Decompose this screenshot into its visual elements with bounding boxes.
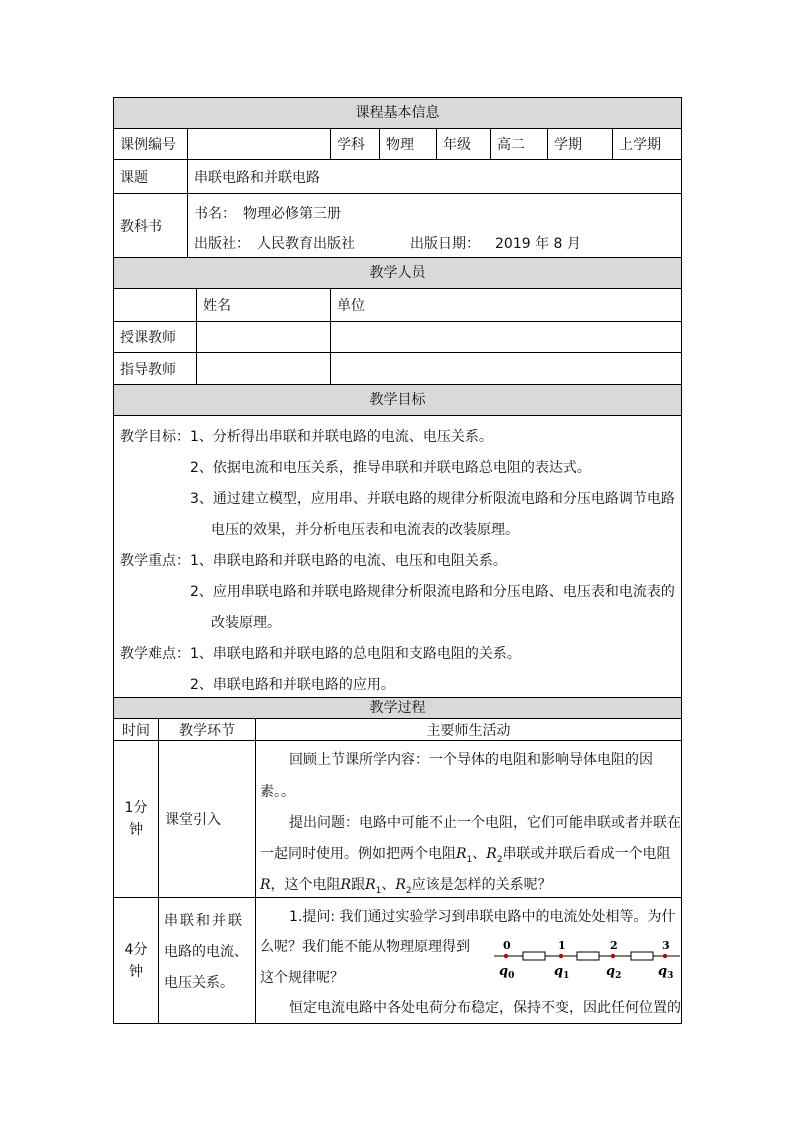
sub-1: 1 — [466, 854, 473, 865]
row2-p3: 恒定电流电路中各处电荷分布稳定，保持不变，因此任何位置的 — [289, 1000, 681, 1016]
grade-value: 高二 — [490, 129, 547, 159]
node-label-3: 3 — [662, 939, 670, 952]
book-name-label: 书名： — [194, 206, 236, 222]
goal-1: 1、分析得出串联和并联电路的电流、电压关系。 — [190, 429, 493, 445]
row1-p1b: 素。。 — [260, 784, 295, 800]
process-header — [113, 698, 682, 719]
key-2a: 2、应用串联电路和并联电路规律分析限流电路和分压电路、电压表和电流表的 — [190, 584, 675, 600]
node-label-2: 2 — [610, 939, 618, 952]
node-dot-0 — [504, 954, 508, 958]
publisher-label: 出版社： — [194, 236, 250, 252]
subject-value: 物理 — [379, 129, 436, 159]
row1-p2b-pre: 一起同时使用。例如把两个电阻 — [260, 846, 456, 862]
col-time: 时间 — [122, 722, 150, 739]
grade-label: 年级 — [436, 129, 490, 159]
objectives-title: 教学目标 — [369, 392, 426, 408]
process-row-2 — [113, 898, 682, 1024]
charge-sub-3: 3 — [667, 971, 674, 981]
topic-row — [113, 160, 682, 194]
charge-label-1 — [554, 964, 569, 981]
goal-3b: 电压的效果，并分析电压表和电流表的改装原理。 — [211, 522, 519, 538]
lecturer-row — [113, 322, 682, 353]
basic-info-header — [113, 97, 682, 129]
sym-r2-b: R — [395, 877, 406, 893]
row2-stage-b: 电路的电流、 — [164, 944, 248, 960]
row2-time-a: 4分 — [124, 941, 148, 958]
mentor-row — [113, 353, 682, 385]
charge-label-2 — [606, 964, 621, 981]
charge-q-1: q — [554, 964, 564, 979]
resistor-1 — [523, 952, 545, 960]
sym-r1-b: R — [365, 877, 376, 893]
process-row-1 — [113, 741, 682, 898]
lecturer-label: 授课教师 — [120, 330, 176, 346]
row1-p2c-post: 应该是怎样的关系呢？ — [411, 877, 552, 893]
resistor-2 — [577, 952, 599, 960]
staff-header — [113, 258, 682, 289]
difficulty-2: 2、串联电路和并联电路的应用。 — [190, 677, 395, 693]
row1-time-b: 钟 — [129, 822, 143, 838]
row1-stage: 课堂引入 — [158, 741, 255, 897]
charge-sub-0: 0 — [508, 971, 515, 981]
row1-p2b-post: 串联或并联后看成一个电阻 — [502, 846, 671, 862]
basic-info-title: 课程基本信息 — [355, 105, 440, 121]
row1-p2c-mid2: 跟 — [351, 877, 366, 893]
pub-date-value: 2019 年 8 月 — [495, 236, 581, 252]
sym-r2: R — [486, 846, 497, 862]
row1-time — [114, 741, 158, 897]
key-1: 1、串联电路和并联电路的电流、电压和电阻关系。 — [190, 553, 507, 569]
pub-date-label: 出版日期： — [410, 236, 480, 252]
mentor-label: 指导教师 — [120, 361, 176, 378]
row1-p2b — [260, 843, 671, 865]
row1-p2c — [260, 874, 552, 896]
lecturer-name[interactable] — [196, 322, 330, 352]
charge-sub-1: 1 — [563, 971, 570, 981]
col-stage: 教学环节 — [158, 719, 255, 740]
resistor-3 — [631, 952, 653, 960]
staff-col-header — [113, 289, 682, 322]
node-label-0: 0 — [503, 939, 511, 952]
sub-2-b: 2 — [405, 885, 412, 896]
row1-p2a: 提出问题：电路中可能不止一个电阻，它们可能串联或者并联在 — [289, 815, 681, 831]
row2-q1a: 1.提问: 我们通过实验学习到串联电路中的电流处处相等。为什 — [289, 909, 676, 925]
book-name-value: 物理必修第三册 — [243, 206, 341, 222]
charge-q-2: q — [606, 964, 616, 979]
goal-2: 2、依据电流和电压关系，推导串联和并联电路总电阻的表达式。 — [190, 460, 591, 476]
sym-r1: R — [456, 846, 467, 862]
charge-label-0 — [499, 964, 514, 981]
publisher-value: 人民教育出版社 — [257, 236, 355, 252]
row2-q1c: 这个规律呢？ — [260, 970, 344, 986]
sub-1-b: 1 — [375, 885, 382, 896]
key-label: 教学重点： — [120, 553, 190, 569]
node-dot-1 — [559, 954, 563, 958]
row2-stage-a: 串联和并联 — [164, 913, 244, 929]
basic-info-row — [113, 129, 682, 160]
difficulty-1: 1、串联电路和并联电路的总电阻和支路电阻的关系。 — [190, 646, 521, 662]
topic-label: 课题 — [120, 169, 148, 186]
sub-2: 2 — [496, 854, 503, 865]
row1-p1a: 回顾上节课所学内容：一个导体的电阻和影响导体电阻的因 — [289, 752, 653, 768]
row2-stage-c: 电压关系。 — [164, 975, 234, 991]
charge-label-3 — [658, 964, 673, 981]
process-title: 教学过程 — [369, 700, 426, 716]
goal-3a: 3、通过建立模型，应用串、并联电路的规律分析限流电路和分压电路调节电路 — [190, 491, 675, 507]
row1-time-a: 1分 — [124, 800, 148, 816]
col-activity: 主要师生活动 — [255, 719, 681, 740]
lecturer-unit[interactable] — [330, 322, 681, 352]
row1-p2c-mid: ，这个电阻 — [270, 877, 341, 893]
sep-a: 、 — [472, 846, 487, 862]
case-no-label: 课例编号 — [120, 137, 176, 153]
row2-time — [114, 898, 158, 1023]
term-value: 上学期 — [612, 129, 681, 159]
charge-q-0: q — [499, 964, 509, 979]
row2-time-b: 钟 — [129, 963, 143, 980]
charge-q-3: q — [658, 964, 668, 979]
key-2b: 改装原理。 — [211, 615, 281, 631]
sym-r: R — [260, 877, 271, 893]
charge-sub-2: 2 — [615, 971, 622, 981]
staff-title: 教学人员 — [369, 265, 426, 281]
row2-q1b: 么呢？我们能不能从物理原理得到 — [260, 939, 470, 955]
staff-name-col: 姓名 — [196, 289, 330, 321]
goals-label: 教学目标： — [120, 429, 190, 445]
objectives-body — [113, 416, 682, 698]
sym-r-b: R — [340, 877, 352, 893]
series-circuit-diagram — [492, 936, 682, 982]
staff-corner — [114, 289, 196, 321]
node-label-1: 1 — [558, 939, 566, 952]
topic-value: 串联电路和并联电路 — [187, 160, 681, 193]
mentor-unit[interactable] — [330, 353, 681, 384]
textbook-label: 教科书 — [120, 218, 162, 235]
process-col-header — [113, 719, 682, 741]
staff-unit-col: 单位 — [330, 289, 681, 321]
node-dot-2 — [611, 954, 615, 958]
textbook-row — [113, 194, 682, 258]
subject-label: 学科 — [330, 129, 379, 159]
difficulty-label: 教学难点： — [120, 646, 190, 662]
objectives-header — [113, 385, 682, 416]
sep-b: 、 — [381, 877, 396, 893]
mentor-name[interactable] — [196, 353, 330, 384]
node-dot-3 — [663, 954, 667, 958]
term-label: 学期 — [547, 129, 612, 159]
